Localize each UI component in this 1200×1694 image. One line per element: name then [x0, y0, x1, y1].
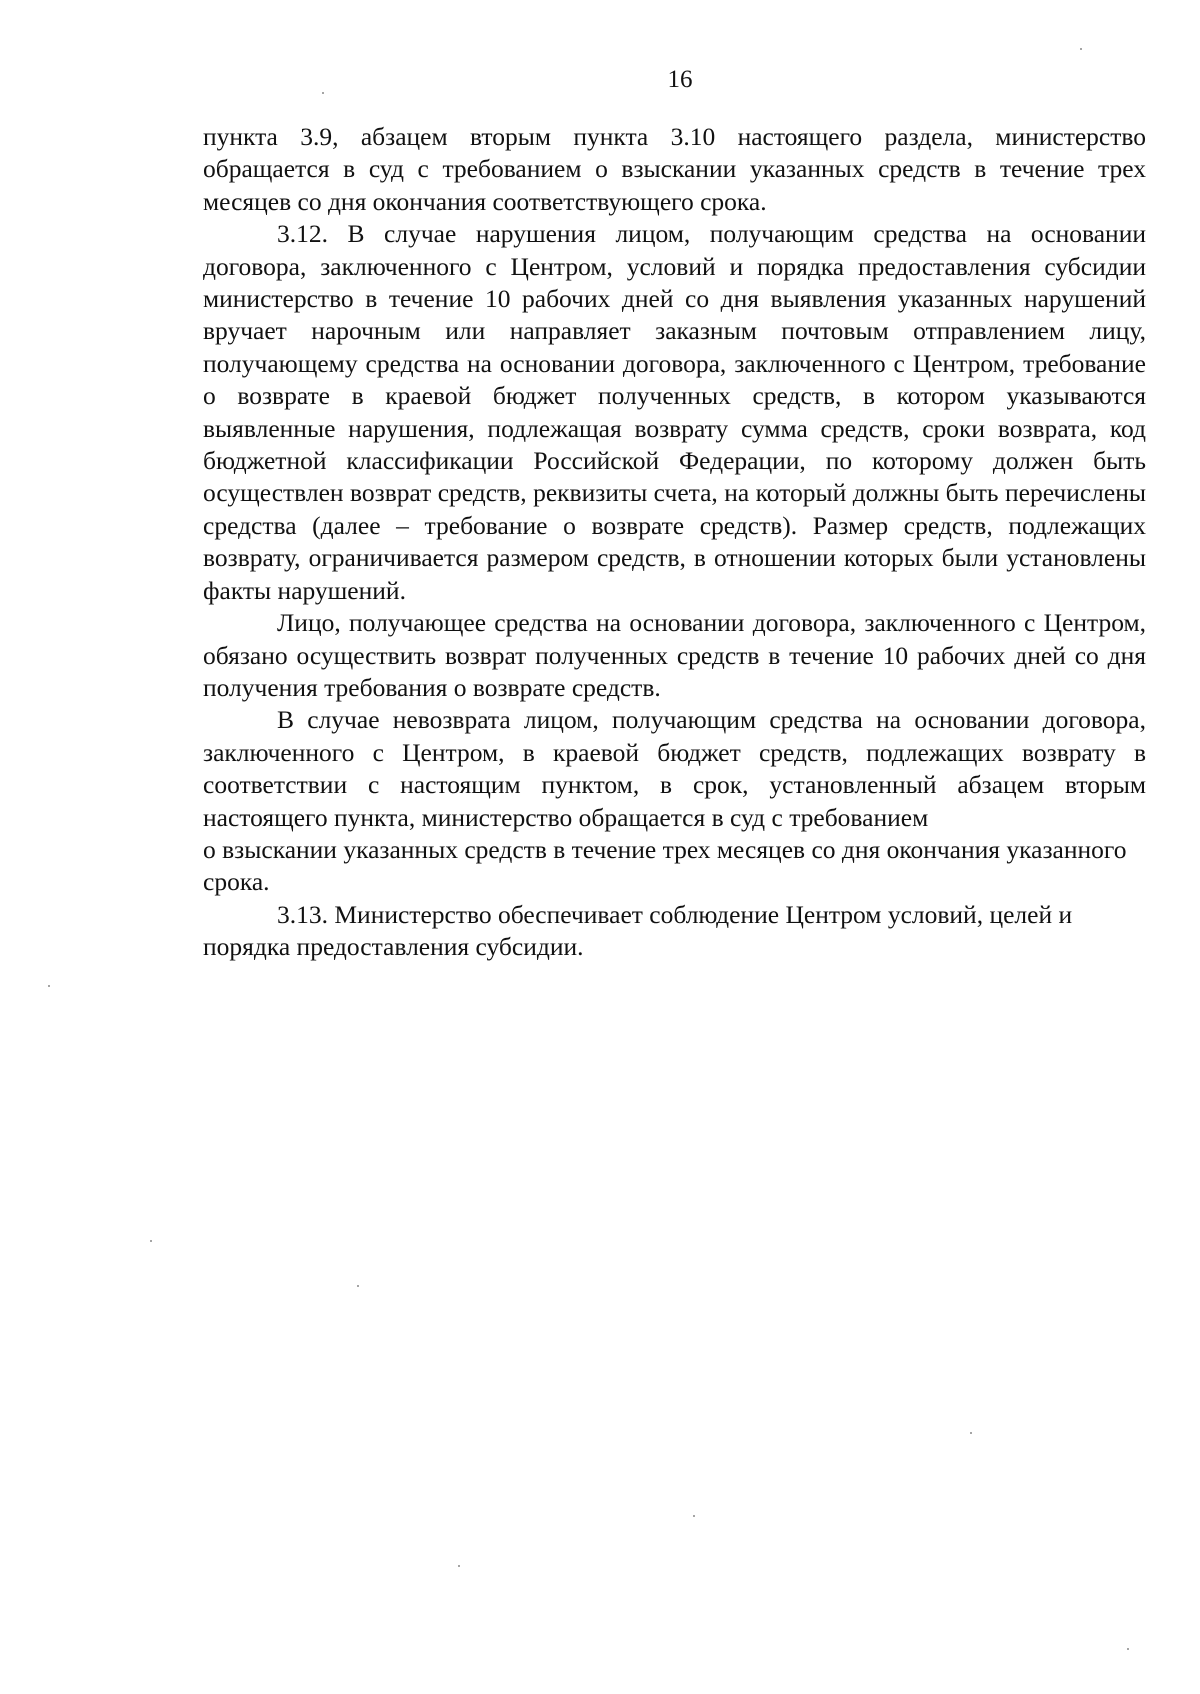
scan-speck: [693, 1515, 695, 1517]
scan-speck: [970, 1432, 972, 1434]
paragraph-3-12: 3.12. В случае нарушения лицом, получающим средства на основании договора, заключенного с Центром, условий и порядка предоставления субсидии министерство в течение 10 рабочих дней со дня выявления указанных нарушений вручает нарочным или направляет заказным почтовым отправлением лицу, получающему средства на основании договора, заключенного с Центром, требование о возврате в краевой бюджет полученных средств, в котором указываются выявленные нарушения, подлежащая возврату сумма средств, сроки возврата, код бюджетной классификации Российской Федерации, по которому должен быть осуществлен возврат средств, реквизиты счета, на который должны быть перечислены средства (далее – требование о возврате средств). Размер средств, подлежащих возврату, ограничивается размером средств, в отношении которых были установлены факты нарушений.: [203, 219, 1146, 605]
paragraph-refund-obligation: Лицо, получающее средства на основании договора, заключенного с Центром, обязано осуществить возврат полученных средств в течение 10 рабочих дней со дня получения требования о возврате средств.: [203, 608, 1146, 702]
scan-speck: [458, 1565, 460, 1567]
scan-speck: [150, 1240, 152, 1242]
scan-speck: [357, 1285, 359, 1287]
scan-speck: [1127, 1648, 1129, 1650]
page-number: 16: [667, 66, 693, 93]
scan-speck: [48, 985, 50, 987]
paragraph-continuation: пункта 3.9, абзацем вторым пункта 3.10 настоящего раздела, министерство обращается в суд с требованием о взыскании указанных средств в течение трех месяцев со дня окончания соответствующего срока.: [203, 122, 1146, 216]
paragraph-non-return: В случае невозврата лицом, получающим средства на основании договора, заключенного с Центром, в краевой бюджет средств, подлежащих возврату в соответствии с настоящим пунктом, в срок, установленный абзацем вторым настоящего пункта, министерство обращается в суд с требованием: [203, 705, 1146, 832]
paragraph-court-claim: о взыскании указанных средств в течение трех месяцев со дня окончания указанного срока.: [203, 834, 1127, 897]
scan-speck: [1080, 48, 1082, 50]
scan-speck: [322, 92, 324, 94]
paragraph-3-13: 3.13. Министерство обеспечивает соблюдение Центром условий, целей и порядка предоставления субсидии.: [203, 899, 1073, 962]
document-body: [203, 121, 1146, 964]
